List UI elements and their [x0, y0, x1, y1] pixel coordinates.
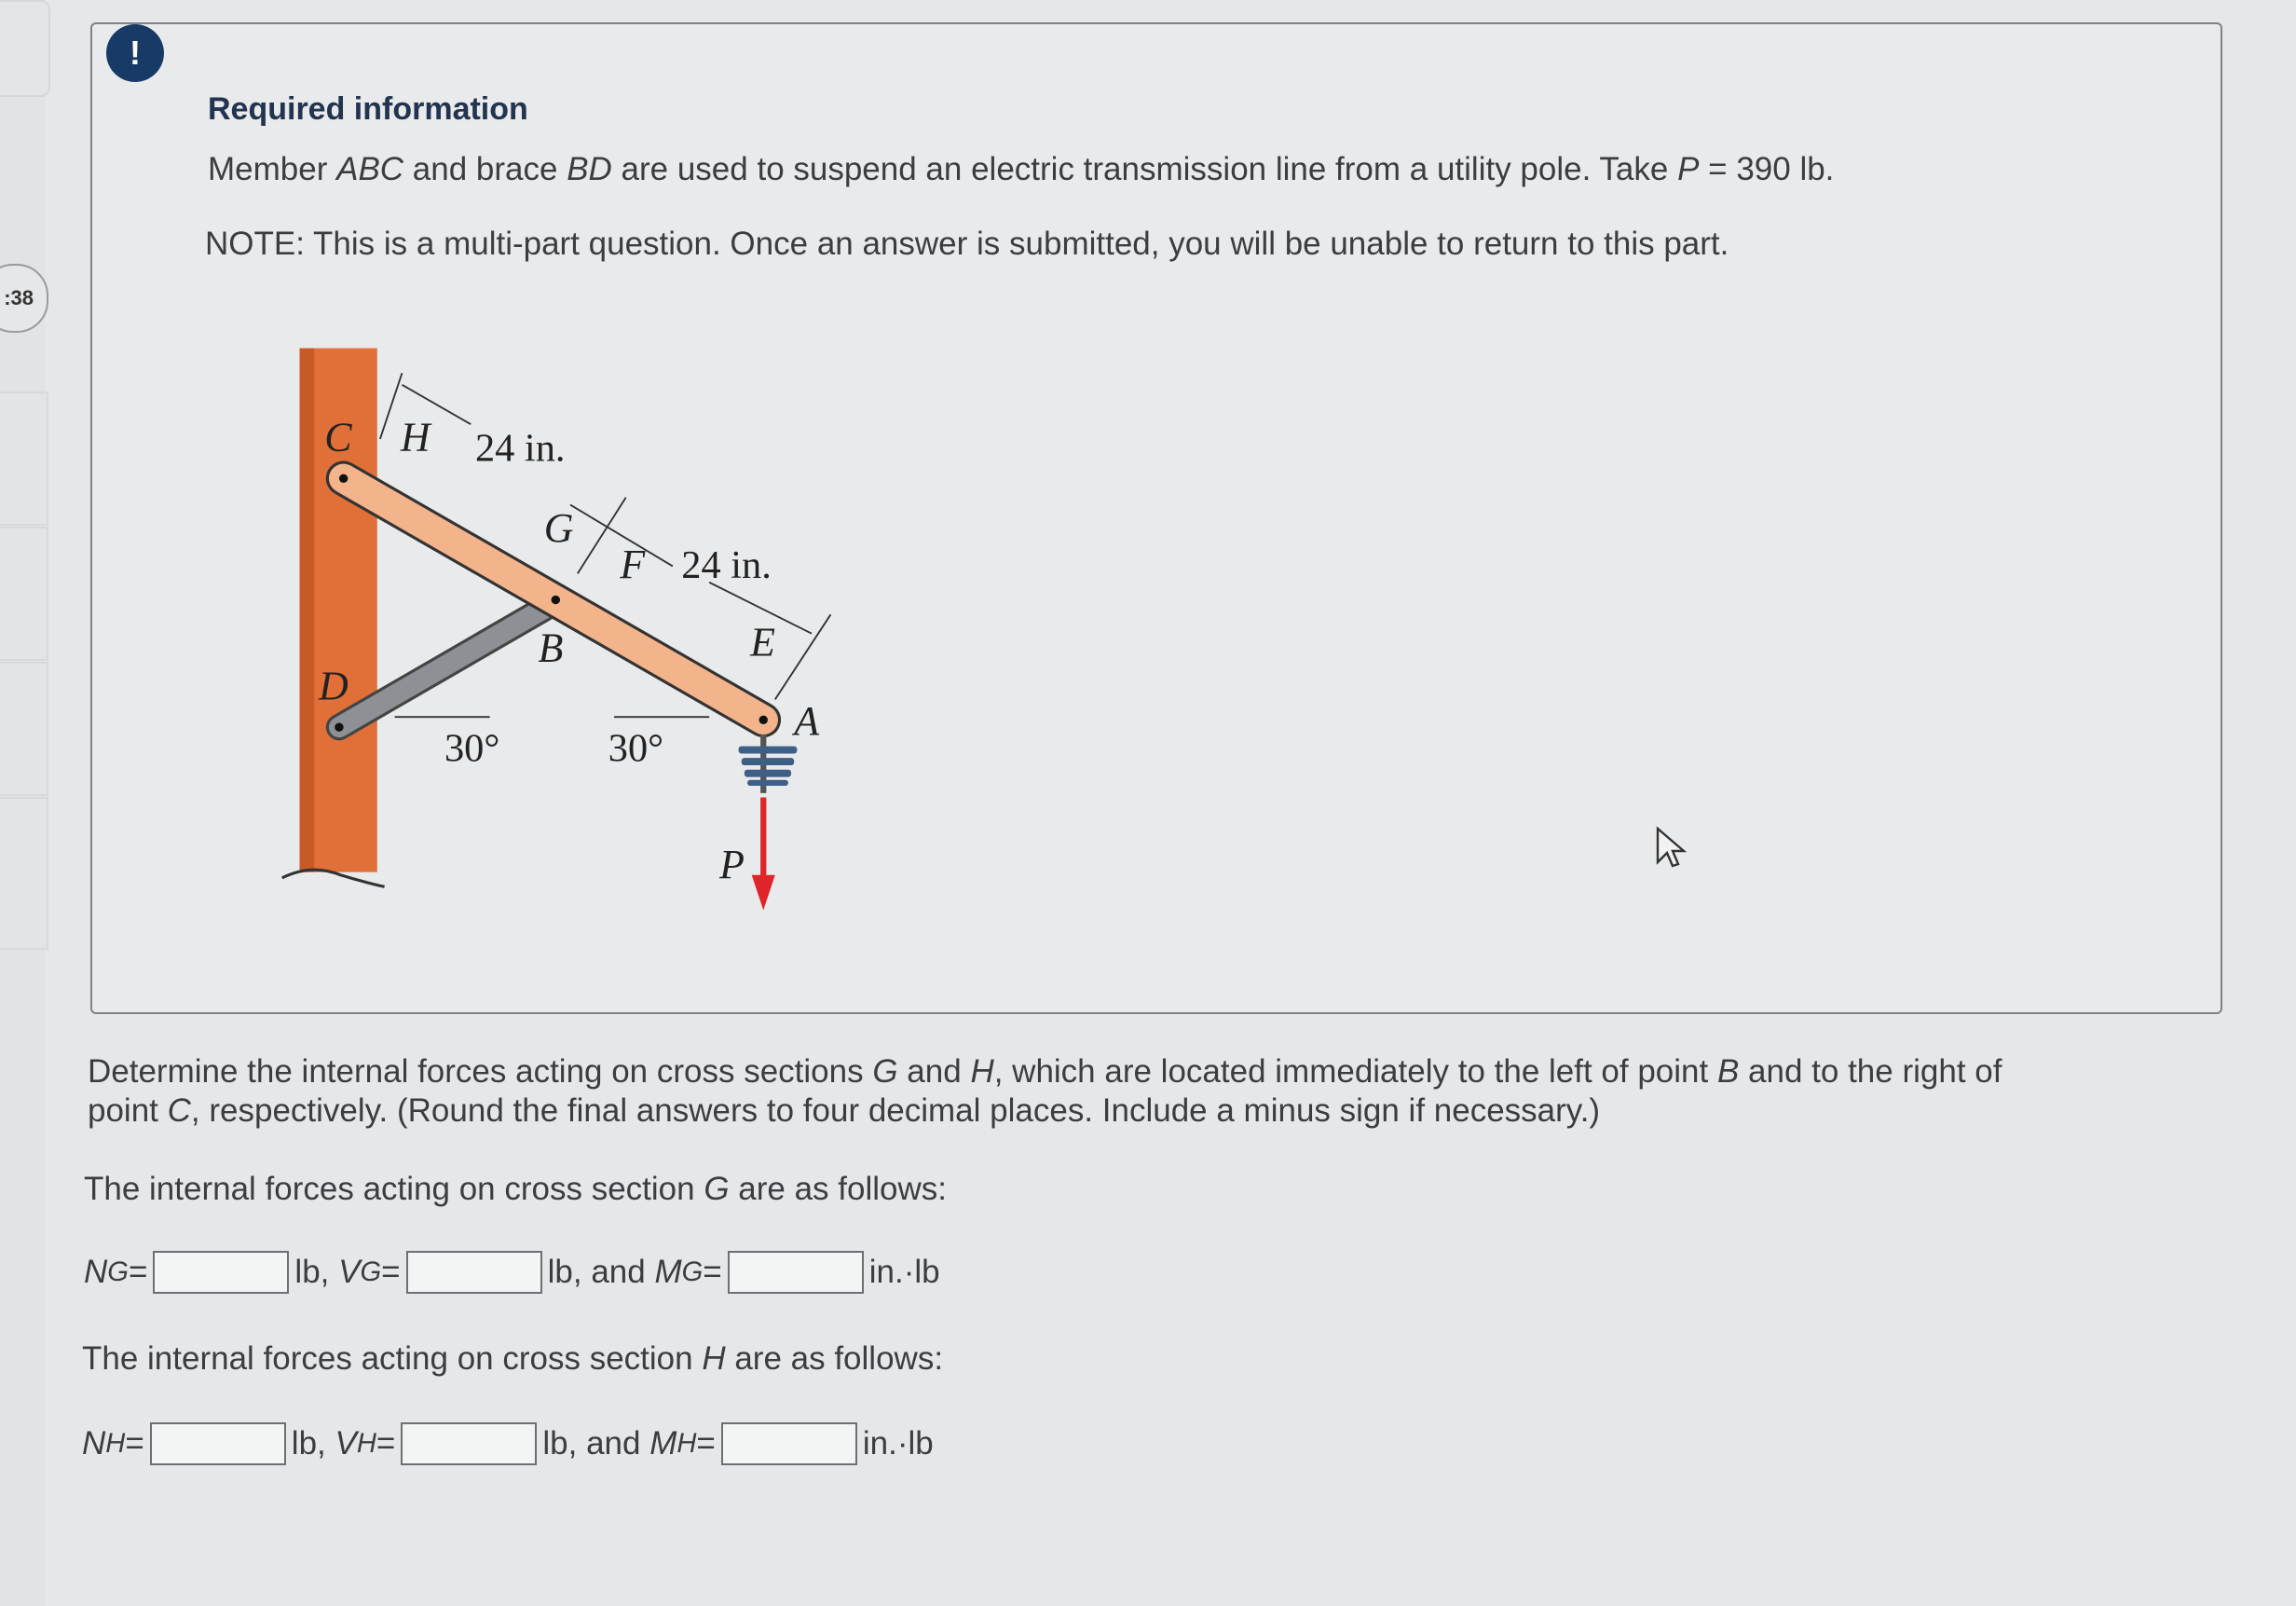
n-g-input[interactable]	[153, 1251, 289, 1294]
left-nav-box[interactable]	[0, 391, 48, 526]
label-e: E	[750, 619, 775, 666]
section-g-intro: The internal forces acting on cross section G are as follows:	[84, 1171, 947, 1207]
label-c: C	[324, 414, 352, 460]
m-g-input[interactable]	[728, 1251, 864, 1294]
dimension-1: 24 in.	[474, 426, 566, 471]
label-p: P	[719, 841, 745, 887]
section-g-answers: N G = lb, V G = lb, and M G = in.·lb	[84, 1251, 940, 1294]
n-h-input[interactable]	[150, 1422, 286, 1465]
panel-title: Required information	[208, 91, 528, 127]
note-text: NOTE: This is a multi-part question. Once an answer is submitted, you will be unable to return to this part.	[205, 226, 1729, 262]
timer-text: :38	[4, 286, 34, 309]
v-g-input[interactable]	[406, 1251, 542, 1294]
dimension-2: 24 in.	[681, 543, 772, 588]
section-h-answers: N H = lb, V H = lb, and M H = in.·lb	[82, 1422, 934, 1465]
v-h-input[interactable]	[401, 1422, 537, 1465]
insulator	[739, 747, 798, 786]
ground-break	[282, 870, 385, 886]
question-line-1: Determine the internal forces acting on cross sections G and H, which are located immediately to the left of point B and to the right of	[88, 1053, 2002, 1090]
structure-diagram	[278, 336, 863, 922]
angle-2: 30°	[608, 726, 664, 771]
mouse-cursor-icon	[1654, 825, 1691, 872]
label-b: B	[538, 625, 564, 671]
label-f: F	[620, 542, 646, 588]
label-h: H	[400, 414, 430, 460]
label-d: D	[318, 663, 348, 709]
label-g: G	[543, 504, 574, 551]
left-panel	[0, 0, 45, 1606]
left-nav-box[interactable]	[0, 662, 48, 796]
left-nav-box[interactable]	[0, 527, 48, 661]
left-nav-box[interactable]	[0, 797, 48, 950]
section-h-intro: The internal forces acting on cross section H are as follows:	[82, 1340, 944, 1377]
m-h-input[interactable]	[721, 1422, 857, 1465]
intro-text: Member ABC and brace BD are used to suspend an electric transmission line from a utility pole. Take P = 390 lb.	[208, 151, 1835, 187]
question-line-2: point C, respectively. (Round the final answers to four decimal places. Include a minus sign if necessary.)	[88, 1092, 1601, 1129]
exclamation-icon: !	[106, 24, 164, 82]
angle-1: 30°	[444, 726, 500, 771]
label-a: A	[794, 698, 820, 745]
left-card	[0, 0, 50, 97]
